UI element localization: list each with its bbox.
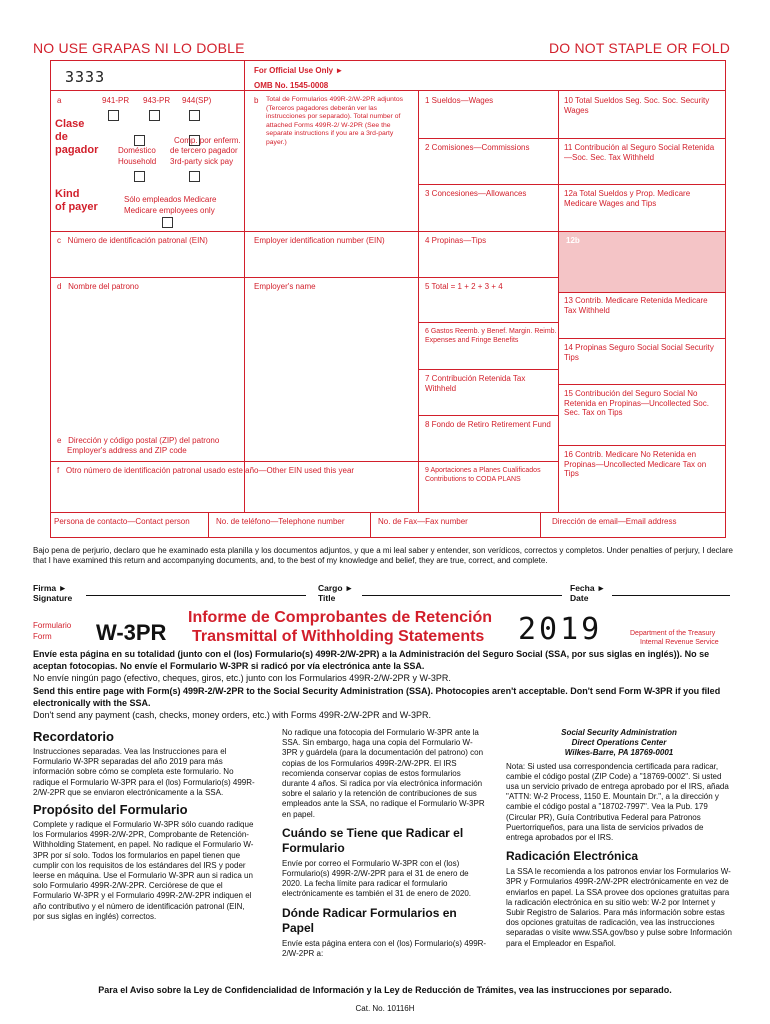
- date-label: Fecha ► Date: [570, 583, 606, 603]
- electronic-filing-heading: Radicación Electrónica: [506, 849, 639, 864]
- box-e-label-en: Employer's address and ZIP code: [67, 446, 187, 455]
- form-title-es: Informe de Comprobantes de Retención: [188, 609, 493, 626]
- household-label: Household: [118, 157, 157, 166]
- where-to-file-text: Envíe esta página entera con el (los) Formulario(s) 499R-2/W-2PR a:: [282, 938, 487, 958]
- box-1-label: 1 Sueldos—Wages: [425, 96, 494, 105]
- of-payer-label: of payer: [55, 201, 98, 213]
- box-a-letter: a: [57, 96, 62, 105]
- perjury-declaration: Bajo pena de perjurio, declaro que he examinado esta planilla y los documentos adjuntos, y que a mi leal saber y entender, son verídicos, correctos y completos. Under penalties of perjury, I declare that I have examined this return and accompanying documents, and, to the best of my knowledge and belief, they are true, correct, and complete.: [33, 546, 733, 565]
- box-12b-shaded: [559, 232, 725, 292]
- kind-941pr-label: 941-PR: [102, 96, 130, 105]
- box-3-label: 3 Concesiones—Allowances: [425, 189, 527, 198]
- omb-number: OMB No. 1545-0008: [254, 81, 329, 90]
- pagador-label: pagador: [55, 144, 99, 156]
- box-10-label: 10 Total Sueldos Seg. Soc. Soc. Security Wages: [564, 96, 710, 115]
- box-12b-label: 12b: [566, 236, 580, 245]
- box-5-label: 5 Total = 1 + 2 + 3 + 4: [425, 282, 503, 291]
- box-d-label-en: Employer's name: [254, 282, 316, 291]
- when-to-file-heading: Cuándo se Tiene que Radicar el Formulario: [282, 825, 464, 855]
- instruction-send-en: Send this entire page with Form(s) 499R-2/W-2PR to the Social Security Administration (SSA). Photocopies aren't acceptable. Don't send Form W-3PR if you filed electronically with the SSA.: [33, 686, 721, 708]
- domestico-label: Doméstico: [118, 146, 156, 155]
- third-party-label: 3rd-party sick pay: [170, 157, 234, 166]
- treasury-label: Department of the Treasury: [630, 630, 716, 637]
- reminder-text: Instrucciones separadas. Vea las Instrucciones para el Formulario W-3PR separadas del año 2019 para más información sobre cómo se completa este formulario. No radique el Formulario W-3PR para el (los) Formulario(s) 499R-2/W-2PR que se enviaron electrónicamente a la SSA.: [33, 747, 255, 797]
- column-2: [282, 728, 488, 962]
- formulario-label: Formulario: [33, 621, 72, 630]
- comp-enferm-label: Comp. por enferm.: [174, 136, 241, 145]
- form-label: Form: [33, 632, 52, 641]
- title-label: Cargo ► Title: [318, 583, 354, 603]
- kind-label: Kind: [55, 188, 80, 200]
- checkbox-household-2[interactable]: [134, 171, 145, 182]
- checkbox-medicare-only[interactable]: [162, 217, 173, 228]
- box-15-label: 15 Contribución del Seguro Social No Retenida en Propinas—Uncollected Soc. Sec. Tax on Tips: [564, 389, 709, 417]
- contact-person-label: Persona de contacto—Contact person: [54, 517, 190, 526]
- checkbox-941pr[interactable]: [108, 110, 119, 121]
- privacy-notice: Para el Aviso sobre la Ley de Confidencialidad de Información y la Ley de Reducción de Trámites, vea las instrucciones por separado.: [98, 985, 672, 995]
- checkbox-944sp[interactable]: [189, 110, 200, 121]
- kind-943pr-label: 943-PR: [143, 96, 171, 105]
- purpose-text: Complete y radique el Formulario W-3PR sólo cuando radique los Formularios 499R-2/W-2PR, Comprobante de Retención-Withholding Statement, en papel. No radique el Formulario W-3PR por sí solo. Todos los formularios en papel tienen que cumplir con los requisitos de los estándares del IRS y poder leerse en máquina. Use el Formulario W-3PR aun si radica un solo Formulario 499R-2/W-2PR. Cerciórese de que el Formulario W-3PR y el Formulario 499R-2/W-2PR indiquen el año contributivo y el número de identificación patronal (EIN, por sus siglas en inglés) correctos.: [33, 820, 254, 921]
- electronic-filing-text: La SSA le recomienda a los patronos enviar los Formularios W-3PR y Formularios 499R-2/W-2PR electrónicamente en vez de enviarlos en papel. La SSA provee dos opciones gratuitas para la radicación electrónica en su sitio web: W-2 por Internet y Subir Registro de Salarios. Para más información sobre estas dos opciones gratuitas de radicación, vea las instrucciones separadas o visite www.SSA.gov/bso y pulse sobre Información para el Empleador en Español.: [506, 867, 732, 948]
- box-11-label: 11 Contribución al Seguro Social Retenida—Soc. Sec. Tax Withheld: [564, 143, 715, 162]
- box-14-label: 14 Propinas Seguro Social Social Security Tips: [564, 343, 714, 362]
- when-to-file-text: Envíe por correo el Formulario W-3PR con el (los) Formulario(s) 499R-2/W-2PR para el 31 de enero de 2020. La fecha límite para radicar el formulario electrónicamente es también el 31 de enero de 2020.: [282, 858, 472, 899]
- clase-label: Clase: [55, 118, 85, 130]
- ssa-address: Social Security Administration Direct Operations Center Wilkes-Barre, PA 18769-0001: [561, 728, 677, 758]
- form-title-en: Transmittal of Withholding Statements: [192, 628, 485, 645]
- tax-year: 2019: [518, 612, 603, 647]
- where-to-file-heading: Dónde Radicar Formularios en Papel: [282, 905, 457, 935]
- box-16-label: 16 Contrib. Medicare No Retenida en Propinas—Uncollected Medicare Tax on Tips: [564, 450, 707, 478]
- form-number: W-3PR: [96, 620, 167, 645]
- box-e-label: e Dirección y código postal (ZIP) del patrono: [57, 436, 220, 445]
- medicare-only-es: Sólo empleados Medicare: [124, 195, 217, 204]
- box-8-label: 8 Fondo de Retiro Retirement Fund: [425, 420, 551, 429]
- catalog-number: Cat. No. 10116H: [355, 1004, 415, 1013]
- irs-label: Internal Revenue Service: [640, 639, 719, 646]
- email-label: Dirección de email—Email address: [552, 517, 677, 526]
- instruction-send-es: Envíe esta página en su totalidad (junto con el (los) Formulario(s) 499R-2/W-2PR) a la Administración del Seguro Social (SSA, por sus siglas en inglés)). No se aceptan fotocopias. No envíe el Formulario W-3PR si radicó por vía electrónica ante la SSA.: [33, 649, 710, 671]
- kind-944sp-label: 944(SP): [182, 96, 212, 105]
- box-9-label: 9 Aportaciones a Planes Cualificados Contributions to CODA PLANS: [425, 467, 541, 483]
- column-3: [506, 728, 732, 952]
- official-use-label: For Official Use Only ►: [254, 66, 344, 75]
- telephone-label: No. de teléfono—Telephone number: [216, 517, 345, 526]
- signature-label: Firma ► Signature: [33, 583, 73, 603]
- reminder-heading: Recordatorio: [33, 729, 114, 744]
- instruction-no-payment-es: No envíe ningún pago (efectivo, cheques, giros, etc.) junto con los Formularios 499R-2/W-2PR y W-3PR.: [33, 673, 451, 683]
- signature-line[interactable]: [86, 595, 306, 596]
- checkbox-third-party-2[interactable]: [189, 171, 200, 182]
- medicare-only-en: Medicare employees only: [124, 206, 215, 215]
- box-c-label: c Número de identificación patronal (EIN): [57, 236, 208, 245]
- box-b-letter: b: [254, 96, 259, 105]
- de-label: de: [55, 131, 68, 143]
- box-f-label: f Otro número de identificación patronal usado este año—Other EIN used this year: [57, 466, 355, 475]
- box-7-label: 7 Contribución Retenida Tax Withheld: [425, 374, 526, 393]
- no-staple-warning-es: NO USE GRAPAS NI LO DOBLE: [33, 40, 245, 56]
- box-c-label-en: Employer identification number (EIN): [254, 236, 385, 245]
- instruction-no-payment-en: Don't send any payment (cash, checks, money orders, etc.) with Forms 499R-2/W-2PR and W-3PR.: [33, 710, 432, 720]
- tercero-pagador-label: de tercero pagador: [170, 146, 238, 155]
- purpose-heading: Propósito del Formulario: [33, 802, 188, 818]
- photocopy-text: No radique una fotocopia del Formulario W-3PR ante la SSA. Sin embargo, haga una copia del Formulario W-3PR y guárdela (para la documentación del patrono) con copias de los Formularios 499R-2/W-2PR. El IRS recomienda conservar copias de estos formularios durante 4 años. Si radica por vía electrónica información sobre el salario y la retención de contribuciones de sus empleados ante la SSA, no radique el Formulario W-3PR en papel.: [282, 728, 485, 819]
- checkbox-943pr[interactable]: [149, 110, 160, 121]
- nota-text: Nota: Si usted usa correspondencia certificada para radicar, cambie el código postal (ZIP Code) a "18769-0002". Si usted usa un servicio privado de entrega aprobado por el IRS, añada "ATTN: W-2 Process, 1150 E. Mountain Dr.", a la dirección y cambie el código postal a "18702-7997". Vea la Pub. 179 (Circular PR), Guía Contributiva Federal para Patronos Puertorriqueños, para una lista de servicios privados de entrega aprobados por el IRS.: [506, 761, 729, 843]
- box-13-label: 13 Contrib. Medicare Retenida Medicare Tax Withheld: [564, 296, 708, 315]
- fax-label: No. de Fax—Fax number: [378, 517, 468, 526]
- no-staple-warning-en: DO NOT STAPLE OR FOLD: [548, 40, 730, 56]
- box-4-label: 4 Propinas—Tips: [425, 236, 487, 245]
- box-d-label: d Nombre del patrono: [57, 282, 139, 291]
- box-b-label: Total de Formularios 499R-2/W-2PR adjuntos (Terceros pagadores deberán ver las instrucciones por separado). Total number of attached Forms 499R-2/ W-2PR (See the separate instructions if you are a 3rd-party payer.): [266, 96, 404, 146]
- box-2-label: 2 Comisiones—Commissions: [425, 143, 530, 152]
- checkbox-household[interactable]: [134, 135, 145, 146]
- title-line[interactable]: [362, 595, 562, 596]
- box-6-label: 6 Gastos Reemb. y Benef. Margin. Reimb. Expenses and Fringe Benefits: [425, 328, 557, 344]
- form-code: 3333: [65, 68, 106, 86]
- column-1: [33, 725, 257, 925]
- date-line[interactable]: [612, 595, 730, 596]
- box-12a-label: 12a Total Sueldos y Prop. Medicare Medicare Wages and Tips: [564, 189, 691, 208]
